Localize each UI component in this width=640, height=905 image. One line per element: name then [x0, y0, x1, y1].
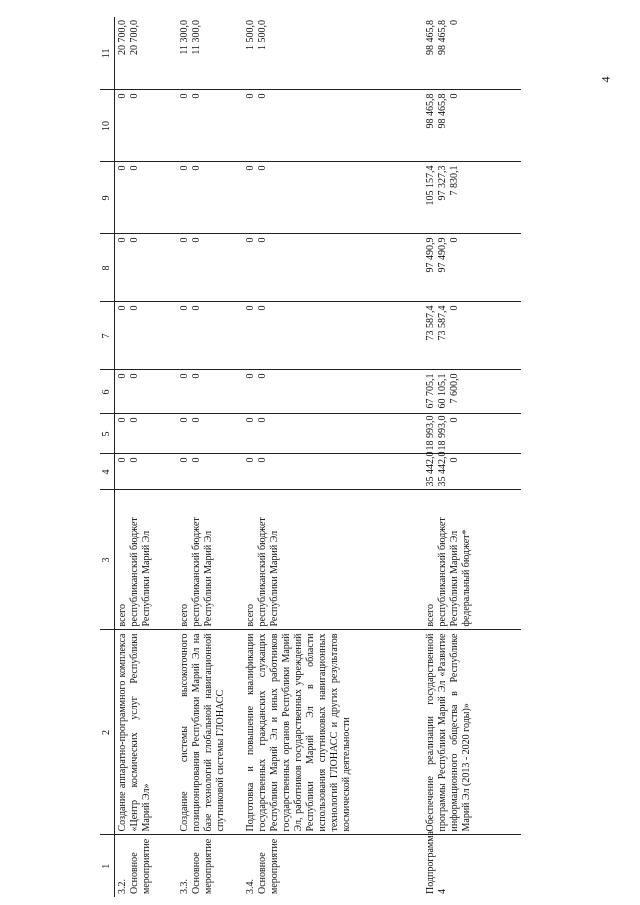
value: 97 490,9 — [424, 237, 436, 273]
value: 35 442,0 — [436, 451, 448, 487]
item-title: Обеспечение реализации государственной программы Республики Марий Эл «Развитие информационного общества в Республике Марий Эл (2013 - 2020 годы)» — [421, 630, 521, 835]
item-title: Подготовка и повышение квалификации государственных гражданских служащих Республики Марий Эл и иных работников государственных органов Республики Марий Эл, работников государственных учреждений Республики Марий Эл в области использования спутниковых навигационных технологий ГЛОНАСС и других результатов космической деятельности — [243, 630, 421, 835]
value: 98 465,8 — [424, 93, 436, 129]
value: 97 327,3 — [436, 165, 448, 201]
value: 0 — [129, 165, 140, 171]
column-header: 3 — [100, 490, 115, 630]
value: 73 587,4 — [424, 305, 436, 341]
item-title: Создание системы высокоточного позиционирования Республики Марий Эл на базе технологий глобальной навигационной спутниковой системы ГЛОНАСС — [177, 630, 243, 835]
value: 0 — [190, 165, 202, 171]
column-header: 7 — [100, 302, 115, 370]
item-title: Создание аппаратно-программного комплекса «Центр космических услуг Республики Марий Эл» — [115, 630, 177, 835]
column-header: 9 — [100, 162, 115, 234]
value: 0 — [244, 165, 256, 171]
value: 0 — [448, 93, 460, 99]
value: 98 465,8 — [424, 20, 436, 55]
financing-table — [100, 17, 521, 897]
value: 0 — [256, 457, 268, 463]
value: 97 490,9 — [436, 237, 448, 273]
column-header: 1 — [100, 835, 115, 897]
value: 0 — [190, 417, 202, 423]
value: 0 — [129, 417, 140, 423]
value: 11 300,0 — [190, 20, 202, 55]
value: 0 — [256, 165, 268, 171]
value: 0 — [117, 305, 128, 311]
value: 35 442,0 — [424, 451, 436, 487]
value: 1 500,0 — [244, 20, 256, 50]
value: 0 — [178, 93, 190, 99]
value: 0 — [117, 373, 128, 379]
value: 73 587,4 — [436, 305, 448, 341]
item-code: 3.2. Основное мероприятие — [117, 838, 152, 894]
value: 0 — [129, 373, 140, 379]
value: 0 — [129, 457, 140, 463]
value: 0 — [129, 237, 140, 243]
value: 18 993,0 — [436, 415, 448, 451]
column-header: 4 — [100, 454, 115, 490]
value: 0 — [178, 417, 190, 423]
rotated-table-container — [100, 17, 640, 897]
column-header: 5 — [100, 414, 115, 454]
value: 0 — [117, 417, 128, 423]
funding-source: всего республиканский бюджет Республики Марий Эл федеральный бюджет* — [421, 490, 521, 630]
value: 0 — [117, 93, 128, 99]
value: 7 830,1 — [448, 165, 460, 196]
table-row — [421, 17, 521, 897]
value: 0 — [244, 93, 256, 99]
item-code: 3.3. Основное мероприятие — [178, 838, 214, 894]
value: 0 — [256, 237, 268, 243]
value: 1 500,0 — [256, 20, 268, 50]
column-header: 11 — [100, 17, 115, 90]
value: 0 — [178, 165, 190, 171]
funding-source: всего республиканский бюджет Республики Марий Эл — [177, 490, 243, 630]
column-header: 6 — [100, 370, 115, 414]
value: 0 — [244, 457, 256, 463]
value: 0 — [244, 417, 256, 423]
item-code: 3.4. Основное мероприятие — [244, 838, 280, 894]
value: 0 — [178, 457, 190, 463]
funding-source: всего республиканский бюджет Республики Марий Эл — [115, 490, 177, 630]
column-header: 2 — [100, 630, 115, 835]
value: 0 — [129, 305, 140, 311]
value: 98 465,8 — [436, 20, 448, 55]
value: 0 — [256, 373, 268, 379]
table-row — [115, 17, 177, 897]
table-row — [243, 17, 421, 897]
column-header: 8 — [100, 234, 115, 302]
value: 0 — [256, 417, 268, 423]
value: 0 — [190, 305, 202, 311]
page-number: 4 — [598, 76, 613, 83]
value: 0 — [448, 417, 460, 423]
value: 20 700,0 — [117, 20, 128, 55]
item-code: Подпрограмма 4 — [424, 831, 448, 894]
value: 0 — [178, 305, 190, 311]
value: 67 705,1 — [424, 373, 436, 409]
value: 0 — [244, 305, 256, 311]
value: 7 600,0 — [448, 373, 460, 404]
value: 0 — [448, 457, 460, 463]
value: 0 — [117, 457, 128, 463]
value: 18 993,0 — [424, 415, 436, 451]
value: 60 105,1 — [436, 373, 448, 409]
value: 0 — [448, 237, 460, 243]
value: 0 — [129, 93, 140, 99]
value: 0 — [448, 20, 460, 25]
value: 11 300,0 — [178, 20, 190, 55]
value: 0 — [190, 237, 202, 243]
value: 0 — [256, 305, 268, 311]
value: 0 — [117, 165, 128, 171]
value: 0 — [190, 457, 202, 463]
value: 0 — [178, 373, 190, 379]
value: 105 157,4 — [424, 165, 436, 206]
table-row — [177, 17, 243, 897]
value: 0 — [244, 237, 256, 243]
value: 0 — [256, 93, 268, 99]
value: 0 — [117, 237, 128, 243]
value: 98 465,8 — [436, 93, 448, 129]
value: 0 — [190, 93, 202, 99]
value: 20 700,0 — [129, 20, 140, 55]
column-number-row — [100, 17, 115, 897]
value: 0 — [190, 373, 202, 379]
funding-source: всего республиканский бюджет Республики Марий Эл — [243, 490, 421, 630]
value: 0 — [244, 373, 256, 379]
column-header: 10 — [100, 90, 115, 162]
value: 0 — [448, 305, 460, 311]
value: 0 — [178, 237, 190, 243]
